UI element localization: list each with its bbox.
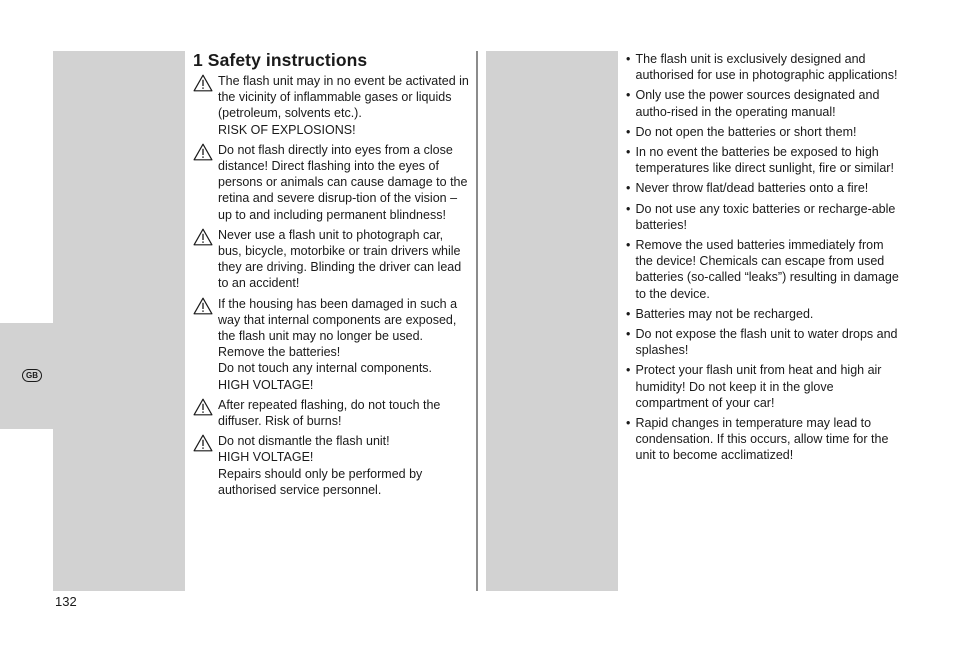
page-number: 132 [55,594,77,609]
warning-text [218,433,469,498]
warning-triangle-icon [193,227,218,292]
column-divider [476,51,478,591]
list-item [624,306,900,322]
bullet-dot-icon: • [626,238,631,253]
list-item-text: Do not expose the flash unit to water drops and splashes! [635,327,898,358]
warning-item [193,227,469,292]
list-item-text: Protect your flash unit from heat and high air humidity! Do not keep it in the glove compartment of your car! [635,363,882,410]
warning-line: Do not dismantle the flash unit! [218,434,390,449]
warning-item [193,142,469,223]
warning-line: Do not touch any internal components. [218,361,433,376]
list-item-text: In no event the batteries be exposed to high temperatures like direct sunlight, fire or similar! [635,145,894,176]
warning-triangle-icon [193,397,218,429]
bullet-dot-icon: • [626,52,631,66]
list-item-text: The flash unit is exclusively designed and authorised for use in photographic applications! [635,52,898,83]
warning-triangle-icon [193,142,218,223]
left-margin-band [53,51,185,591]
warning-item [193,296,469,393]
bullet-list [624,51,900,468]
language-badge: GB [22,369,42,382]
warning-item [193,73,469,138]
list-item-text: Do not open the batteries or short them! [635,124,857,139]
warning-line: HIGH VOLTAGE! [218,450,314,465]
bullet-dot-icon: • [626,416,631,431]
warning-line: Never use a flash unit to photograph car, bus, bicycle, motorbike or train drivers while they are driving. Blinding the driver can lead to an accident! [218,227,462,291]
list-item [624,201,900,233]
bullet-dot-icon: • [626,181,631,196]
warning-item [193,397,469,429]
list-item [624,237,900,302]
warning-triangle-icon [193,73,218,138]
warning-line: After repeated flashing, do not touch the diffuser. Risk of burns! [218,397,441,429]
list-item-text: Rapid changes in temperature may lead to condensation. If this occurs, allow time for the unit to become acclimatized! [635,416,889,463]
warning-text [218,227,469,292]
list-item [624,51,900,83]
bullet-dot-icon: • [626,201,631,216]
warning-line: HIGH VOLTAGE! [218,377,314,392]
warning-text [218,397,469,429]
list-item [624,362,900,411]
warning-list [193,73,469,502]
warning-triangle-icon [193,296,218,393]
warning-text [218,142,469,223]
warning-line: RISK OF EXPLOSIONS! [218,122,356,137]
bullet-dot-icon: • [626,145,631,160]
bullet-dot-icon: • [626,306,631,321]
list-item-text: Only use the power sources designated and autho-rised in the operating manual! [635,88,880,119]
bullet-dot-icon: • [626,327,631,342]
list-item-text: Never throw flat/dead batteries onto a fire! [635,181,869,196]
list-item [624,87,900,119]
list-item [624,180,900,196]
warning-text [218,296,469,393]
warning-item [193,433,469,498]
list-item [624,326,900,358]
section-title: 1 Safety instructions [193,50,368,70]
warning-line: If the housing has been damaged in such a way that internal components are exposed, the flash unit may no longer be used. Remove the batteries! [218,296,458,360]
warning-line: Do not flash directly into eyes from a close distance! Direct flashing into the eyes of persons or animals can cause damage to the retina and severe disrup-tion of the vision – up to and including permanent blindness! [218,142,468,222]
list-item [624,124,900,140]
bullet-dot-icon: • [626,124,631,139]
bullet-dot-icon: • [626,88,631,103]
warning-text [218,73,469,138]
list-item-text: Do not use any toxic batteries or recharge-able batteries! [635,201,896,232]
list-item [624,415,900,464]
warning-triangle-icon [193,433,218,498]
list-item-text: Remove the used batteries immediately from the device! Chemicals can escape from used batteries (so-called “leaks”) resulting in damage to the device. [635,238,899,301]
warning-line: The flash unit may in no event be activated in the vicinity of inflammable gases or liquids (petroleum, solvents etc.). [218,74,469,121]
warning-line: Repairs should only be performed by authorised service personnel. [218,466,423,497]
right-margin-band [486,51,618,591]
list-item [624,144,900,176]
bullet-dot-icon: • [626,363,631,378]
list-item-text: Batteries may not be recharged. [635,306,814,321]
